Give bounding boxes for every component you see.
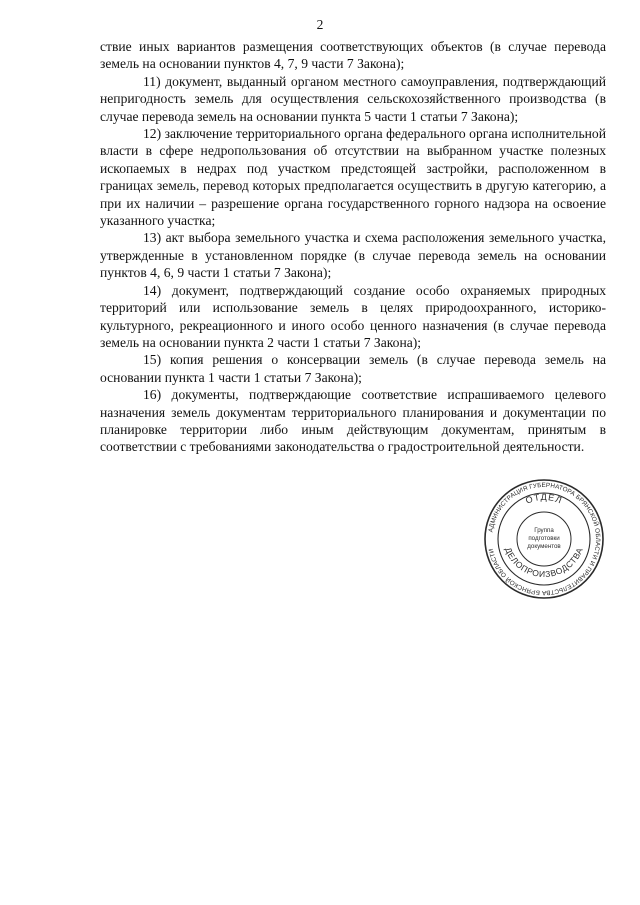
paragraph-item-16: 16) документы, подтверждающие соответствие испрашиваемого целевого назначения земель документам территориального планирования и документации по планировке территории либо иным действующим документам, принятым в соответствии с требованиями законодательства о градостроительной деятельности. [100,387,606,455]
stamp-outer-text: АДМИНИСТРАЦИЯ ГУБЕРНАТОРА БРЯНСКОЙ ОБЛАСТИ И ПРАВИТЕЛЬСТВА БРЯНСКОЙ ОБЛАСТИ [487,481,602,597]
paragraph-item-11: 11) документ, выданный органом местного самоуправления, подтверждающий непригодность земель для осуществления сельскохозяйственного производства (в случае перевода земель на основании пункта 5 части 1 статьи 7 Закона); [100,73,606,124]
document-body [100,38,606,456]
stamp-center-line-3: документов [527,543,561,550]
paragraph-item-12: 12) заключение территориального органа федерального органа исполнительной власти в сфере недропользования об отсутствии на выбранном участке полезных ископаемых в недрах под участком предстоящей застройки, расположенном в границах земель, перевод которых предполагается осуществить в другую категорию, а при их наличии – разрешение органа государственного горного надзора на освоение указанного участка; [100,126,606,229]
paragraph-item-13: 13) акт выбора земельного участка и схема расположения земельного участка, утвержденные в установленном порядке (в случае перевода земель на основании пунктов 4, 6, 9 части 1 статьи 7 Закона); [100,230,606,281]
paragraph-item-15: 15) копия решения о консервации земель (в случае перевода земель на основании пункта 1 части 1 статьи 7 Закона); [100,352,606,385]
stamp-center-line-2: подготовки [528,535,560,542]
paragraph-item-14: 14) документ, подтверждающий создание особо охраняемых природных территорий или использование земель в целях природоохранного, историко-культурного, рекреационного и иного особо ценного назначения (в случае перевода земель на основании пункта 2 части 1 статьи 7 Закона); [100,282,606,350]
official-stamp [483,478,605,600]
paragraph-continuation: ствие иных вариантов размещения соответствующих объектов (в случае перевода земель на основании пунктов 4, 7, 9 части 7 Закона); [100,39,606,72]
stamp-arc-top: ОТДЕЛ [524,491,564,506]
stamp-arc-bottom: ДЕЛОПРОИЗВОДСТВА [503,545,585,580]
stamp-center-line-1: Группа [534,527,554,534]
page-number: 2 [316,17,324,32]
